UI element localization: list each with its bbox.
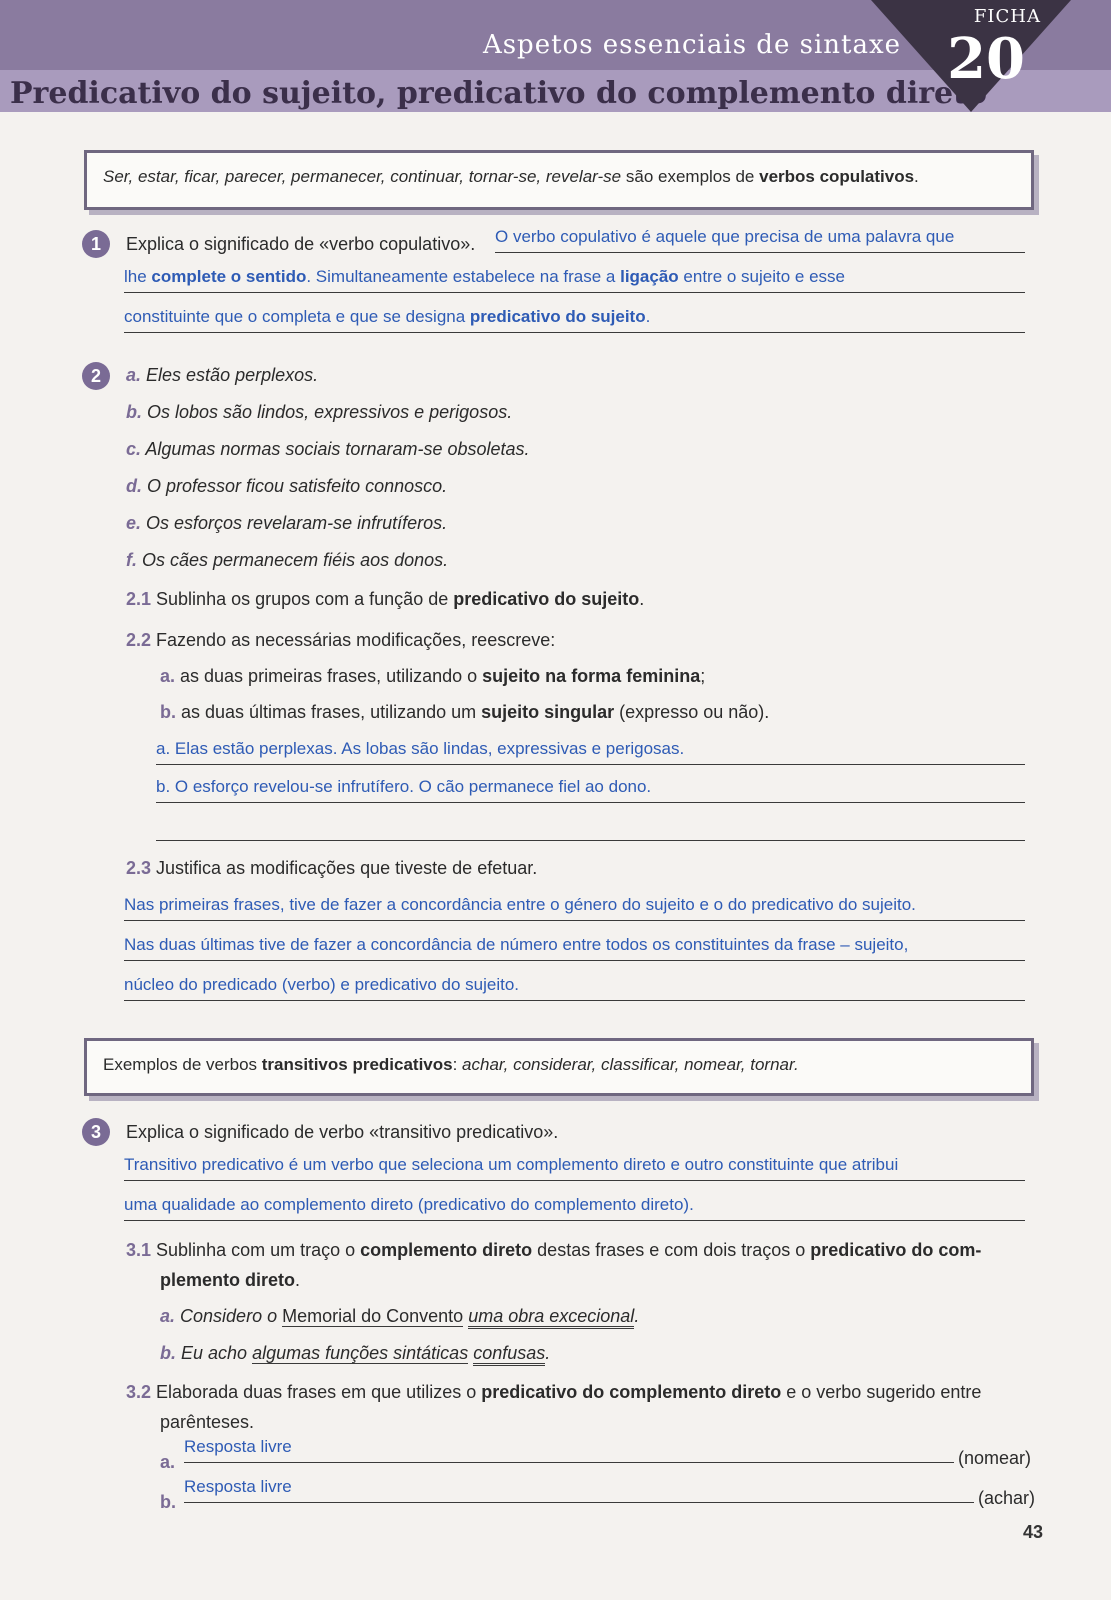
info-box-copulativos [84,150,1034,210]
info-box-transitivos [84,1038,1034,1096]
s22a-letter: a. [160,666,176,686]
q1-a2-end: entre o sujeito e esse [678,267,846,286]
subquestion-3-1-line2 [160,1270,300,1291]
sentence-d-letter: d. [126,476,142,496]
s31a-predicative: uma obra excecional [468,1306,634,1329]
q1-a2-b2: ligação [620,267,679,286]
s31a-complement: Memorial do Convento [282,1306,464,1326]
s31a-letter: a. [160,1306,176,1326]
subquestion-3-2-line2: parênteses. [160,1412,255,1432]
q1-a3-b: predicativo do sujeito [469,307,646,326]
sentence-d-text: O professor ficou satisfeito connosco. [147,476,448,496]
s31b-5: . [545,1343,551,1363]
sentence-f [126,550,448,571]
answer-2-3-line-3[interactable]: núcleo do predicado (verbo) e predicativo do sujeito. [124,970,1025,1001]
s22b-letter: b. [160,702,176,722]
sentence-c-letter: c. [126,439,142,459]
box2-bold: transitivos predicativos [261,1055,453,1074]
sentence-c-text: Algumas normas sociais tornaram-se obsoletas. [145,439,530,459]
sentence-b-text: Os lobos são lindos, expressivos e perigosos. [147,402,513,422]
question-1-answer-line-2[interactable] [124,262,1025,293]
subquestion-2-2-num: 2.2 [126,630,152,650]
box1-bold: verbos copulativos [759,167,915,186]
box2-pre: Exemplos de verbos [103,1055,262,1074]
q1-a2-pre: lhe [124,267,152,286]
box1-end: . [914,167,919,186]
s31-b3: plemento direto [160,1270,296,1290]
box1-middle: são exemplos de [621,167,760,186]
s22b-bold: sujeito singular [481,702,615,722]
answer-3-2-a[interactable]: Resposta livre [184,1432,954,1463]
transitive-verbs-list: achar, considerar, classificar, nomear, tornar. [462,1055,799,1074]
s32-pre: Elaborada duas frases em que utilizes o [151,1382,482,1402]
s32-bold: predicativo do complemento direto [481,1382,782,1402]
answer-2-2-blank[interactable] [156,810,1025,841]
s31-mid: destas frases e com dois traços o [532,1240,811,1260]
s32b-letter-text: b. [160,1492,176,1512]
subquestion-2-2-b [160,702,769,723]
s31b-predicative: confusas [473,1343,545,1366]
sentence-c [126,439,530,460]
answer-3-line-2[interactable]: uma qualidade ao complemento direto (predicativo do complemento direto). [124,1190,1025,1221]
section-title: Aspetos essenciais de sintaxe [482,30,901,60]
sentence-e-text: Os esforços revelaram-se infrutíferos. [146,513,448,533]
s22-text: Fazendo as necessárias modificações, reescreve: [151,630,556,650]
s31a-5: . [634,1306,640,1326]
sentence-b-letter: b. [126,402,142,422]
subquestion-3-2 [126,1382,981,1403]
subquestion-2-3-num: 2.3 [126,858,152,878]
subquestion-2-2 [126,630,555,651]
subquestion-2-3 [126,858,537,879]
question-2-number: 2 [82,362,110,390]
s31b-complement: algumas funções sintáticas [252,1343,469,1363]
sentence-f-text: Os cães permanecem fiéis aos donos. [142,550,449,570]
verb-hint-nomear: (nomear) [958,1448,1032,1468]
sentence-3-1-b [160,1343,550,1364]
answer-3-line-1[interactable]: Transitivo predicativo é um verbo que seleciona um complemento direto e outro constituinte que atribui [124,1150,1025,1181]
s32a-letter-text: a. [160,1452,176,1472]
subquestion-2-1 [126,589,644,610]
question-3-number: 3 [82,1118,110,1146]
sentence-e-letter: e. [126,513,142,533]
ficha-label: FICHA [973,6,1041,27]
s23-text: Justifica as modificações que tiveste de efetuar. [151,858,538,878]
s21-end: . [639,589,645,609]
answer-2-2-b[interactable]: b. O esforço revelou-se infrutífero. O cão permanece fiel ao dono. [156,772,1025,803]
s22a-pre: as duas primeiras frases, utilizando o [175,666,483,686]
sentence-b [126,402,512,423]
question-1-answer-line-3[interactable] [124,302,1025,333]
s32-end: e o verbo sugerido entre [781,1382,982,1402]
ficha-number: 20 [947,26,1025,92]
sentence-a-letter: a. [126,365,142,385]
answer-3-2-b[interactable]: Resposta livre [184,1472,974,1503]
q1-a3-pre: constituinte que o completa e que se designa [124,307,470,326]
verb-hint-achar: (achar) [978,1488,1036,1508]
answer-2-2-a[interactable]: a. Elas estão perplexas. As lobas são lindas, expressivas e perigosas. [156,734,1025,765]
s22b-end: (expresso ou não). [614,702,770,722]
q1-a2-mid: . Simultaneamente estabelece na frase a [306,267,621,286]
s21-pre: Sublinha os grupos com a função de [151,589,454,609]
s31-pre: Sublinha com um traço o [151,1240,361,1260]
answer-2-3-line-2[interactable]: Nas duas últimas tive de fazer a concordância de número entre todos os constituintes da frase – sujeito, [124,930,1025,961]
q1-a2-b1: complete o sentido [151,267,307,286]
subquestion-2-2-a [160,666,705,687]
s31-b2: predicativo do com- [810,1240,982,1260]
s31a-1: Considero o [180,1306,283,1326]
sentence-e [126,513,447,534]
s21-bold: predicativo do sujeito [453,589,640,609]
s22a-end: ; [700,666,706,686]
question-1-answer-line-1[interactable]: O verbo copulativo é aquele que precisa de uma palavra que [495,222,1025,253]
subquestion-3-2-num: 3.2 [126,1382,152,1402]
answer-2-3-line-1[interactable]: Nas primeiras frases, tive de fazer a concordância entre o género do sujeito e o do predicativo do sujeito. [124,890,1025,921]
page-title: Predicativo do sujeito, predicativo do complemento direto [10,76,987,111]
s31b-1: Eu acho [181,1343,253,1363]
sentence-3-1-a [160,1306,639,1327]
s31b-letter: b. [160,1343,176,1363]
s31-b1: complemento direto [360,1240,533,1260]
s32b-letter [160,1492,176,1513]
s22b-pre: as duas últimas frases, utilizando um [176,702,482,722]
sentence-f-letter: f. [126,550,137,570]
sentence-a-text: Eles estão perplexos. [146,365,319,385]
subquestion-3-1 [126,1240,981,1261]
question-1-number: 1 [82,230,110,258]
sentence-a [126,365,318,386]
page-number: 43 [1022,1522,1043,1542]
s22a-bold: sujeito na forma feminina [482,666,701,686]
box2-colon: : [452,1055,463,1074]
question-1-prompt: Explica o significado de «verbo copulativo». [126,234,476,254]
question-3-prompt: Explica o significado de verbo «transitivo predicativo». [126,1122,559,1142]
s31-end: . [295,1270,301,1290]
subquestion-3-1-num: 3.1 [126,1240,152,1260]
s32a-letter [160,1452,175,1473]
q1-a3-end: . [645,307,651,326]
subquestion-2-1-num: 2.1 [126,589,152,609]
copulative-verbs-list: Ser, estar, ficar, parecer, permanecer, continuar, tornar-se, revelar-se [103,167,622,186]
sentence-d [126,476,447,497]
